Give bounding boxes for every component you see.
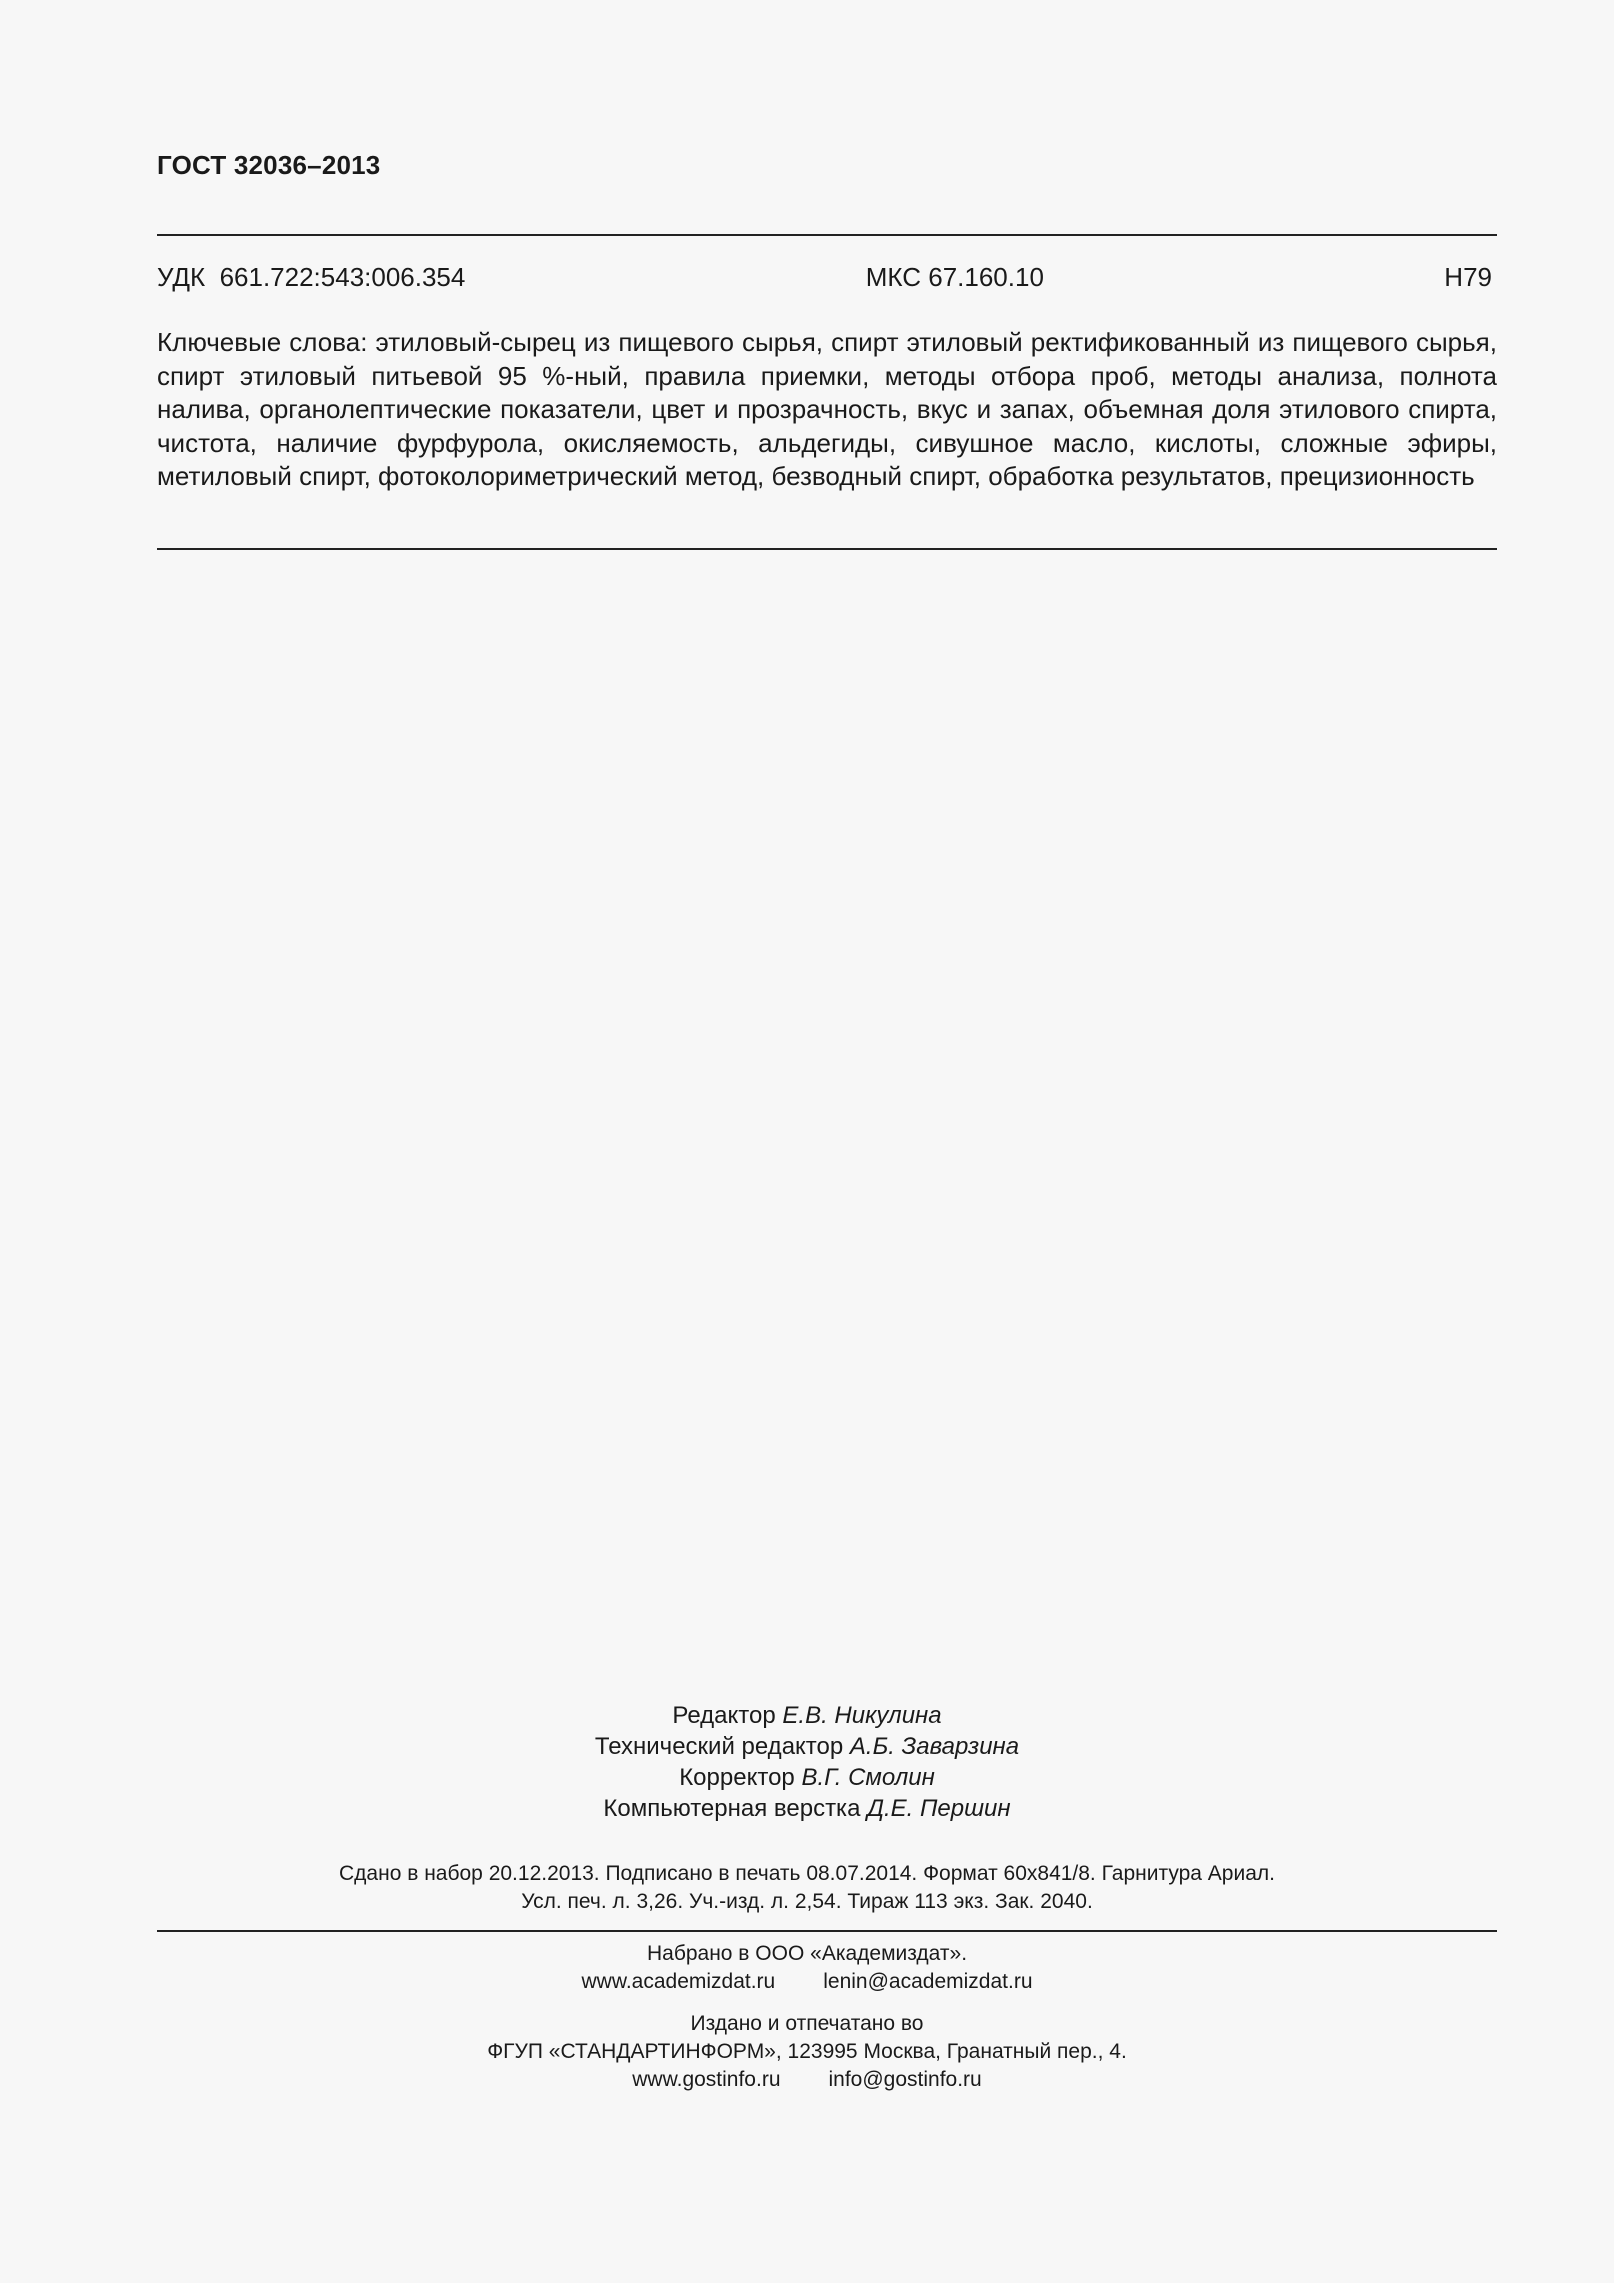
udc-label: УДК — [157, 262, 206, 292]
credit-role: Компьютерная верстка — [603, 1795, 861, 1822]
publisher-address: ФГУП «СТАНДАРТИНФОРМ», 123995 Москва, Гранатный пер., 4. — [487, 2040, 1127, 2063]
publisher-site-link[interactable]: www.gostinfo.ru — [632, 2068, 781, 2091]
credit-line-proofreader — [0, 1762, 1614, 1793]
top-divider — [157, 234, 1497, 236]
udc-code: 661.722:543:006.354 — [219, 262, 466, 292]
credit-role: Корректор — [679, 1764, 795, 1791]
typeset-by: Набрано в ООО «Академиздат». — [646, 1942, 968, 1965]
credit-line-tech-editor — [0, 1731, 1614, 1762]
publisher-info — [0, 1940, 1614, 2094]
credit-name: В.Г. Смолин — [801, 1764, 935, 1791]
published-by: Издано и отпечатано во — [690, 2012, 924, 2035]
credit-line-editor — [0, 1700, 1614, 1731]
credit-name: Е.В. Никулина — [782, 1702, 942, 1729]
keywords-paragraph: Ключевые слова: этиловый-сырец из пищевого сырья, спирт этиловый ректификованный из пищевого сырья, спирт этиловый питьевой 95 %-ный, правила приемки, методы отбора проб, методы анализа, полнота налива, органолептические показатели, цвет и прозрачность, вкус и запах, объемная доля этилового спирта, чистота, наличие фурфурола, окисляемость, альдегиды, сивушное масло, кислоты, сложные эфиры, метиловый спирт, фотоколориметрический метод, безводный спирт, обработка результатов, прецизионность — [157, 327, 1497, 491]
typeset-site-link[interactable]: www.academizdat.ru — [581, 1970, 776, 1993]
credit-name: А.Б. Заварзина — [849, 1733, 1020, 1760]
print-details-line: Усл. печ. л. 3,26. Уч.-изд. л. 2,54. Тираж 113 экз. Зак. 2040. — [521, 1890, 1093, 1913]
typeset-contacts — [0, 1968, 1614, 1996]
credit-line-layout — [0, 1793, 1614, 1824]
document-standard-number: ГОСТ 32036–2013 — [157, 150, 381, 180]
footer-divider — [157, 1930, 1497, 1932]
credit-role: Редактор — [672, 1702, 776, 1729]
typeset-email-link[interactable]: lenin@academizdat.ru — [823, 1970, 1033, 1993]
print-details — [0, 1860, 1614, 1916]
editorial-credits — [0, 1700, 1614, 1824]
publisher-email-link[interactable]: info@gostinfo.ru — [828, 2068, 982, 2091]
keywords-divider — [157, 548, 1497, 550]
credit-role: Технический редактор — [594, 1733, 844, 1760]
ics-code: МКС 67.160.10 — [865, 262, 1044, 292]
credit-name: Д.Е. Першин — [867, 1795, 1011, 1822]
udc-group — [157, 262, 465, 293]
print-details-line: Сдано в набор 20.12.2013. Подписано в печать 08.07.2014. Формат 60х841/8. Гарнитура Ариал. — [339, 1862, 1275, 1885]
ccs-code: Н79 — [1444, 262, 1492, 292]
publisher-contacts — [0, 2066, 1614, 2094]
classification-row — [157, 262, 1494, 296]
